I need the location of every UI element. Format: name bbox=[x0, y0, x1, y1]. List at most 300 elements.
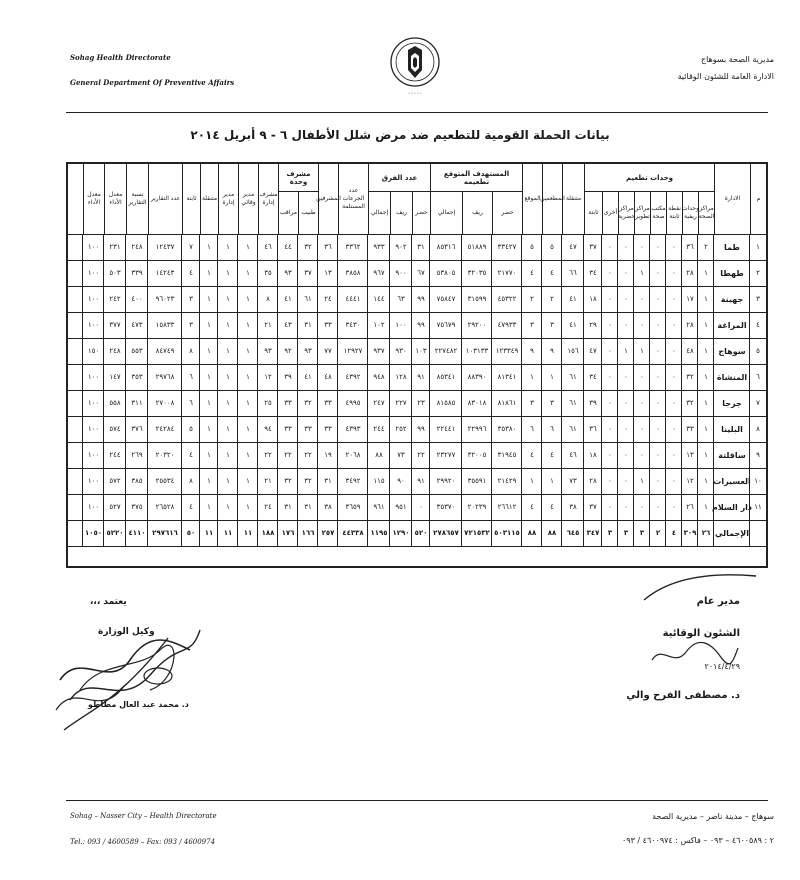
table-cell-supervisors: ٣٨ bbox=[324, 503, 332, 511]
col-sub-super-1: مراقب bbox=[278, 192, 298, 234]
signature-right-dept: الشئون الوقائية bbox=[662, 628, 740, 639]
table-cell-reports: ٢٥٥٣٤ bbox=[155, 477, 175, 485]
table-cell-area: ١٨٨ bbox=[261, 529, 275, 537]
table-cell-super: ٣١ bbox=[304, 321, 312, 329]
table-cell-teams: ٨٨ bbox=[375, 451, 383, 459]
table-cell-super: ٢٢ bbox=[304, 451, 312, 459]
table-cell-super: ٣٣ bbox=[284, 425, 292, 433]
table-cell-fixed: ٣ bbox=[189, 295, 193, 303]
table-cell-vaccinators: ٣ bbox=[550, 399, 554, 407]
table-cell-admin-sup: ١ bbox=[226, 425, 230, 433]
table-cell-mobile2: ١١ bbox=[204, 529, 214, 537]
table-cell-unit: ٠ bbox=[640, 451, 644, 459]
table-cell-admin-sup: ١ bbox=[226, 243, 230, 251]
footer-en-line2: Tel.: 093 / 4600589 – Fax: 093 / 4600974 bbox=[70, 838, 216, 846]
table-cell-unit: ٠ bbox=[656, 425, 660, 433]
col-header-doses: عدد الجرعات المستلمة bbox=[338, 164, 368, 234]
table-cell-unit: ٠ bbox=[656, 451, 660, 459]
col-sub-units-4: مراكز تطوير bbox=[634, 192, 650, 234]
table-cell-idx: ٧ bbox=[756, 399, 760, 407]
table-cell-pct: ٣٥٣ bbox=[131, 373, 143, 381]
table-cell-unit: ٣ bbox=[639, 529, 645, 537]
table-cell-unit: ٠ bbox=[672, 373, 676, 381]
table-cell-teams: ٢٤٤ bbox=[373, 425, 385, 433]
table-cell-last: ١٠٠ bbox=[87, 295, 100, 303]
table-cell-posts: ٤ bbox=[530, 451, 534, 459]
table-cell-prev: ١ bbox=[246, 451, 250, 459]
table-cell-reports: ٢٩٧٦٨ bbox=[155, 373, 175, 381]
table-cell-area: ٩٣ bbox=[264, 347, 272, 355]
table-cell-admin: العسيرات bbox=[713, 476, 751, 486]
page-title: بيانات الحملة القومية للتطعيم ضد مرض شلل الأطفال ٦ - ٩ أبريل ٢٠١٤ bbox=[190, 128, 610, 142]
table-cell-pct: ٤١١٠ bbox=[128, 529, 146, 537]
col-header-mobile2: متنقلة bbox=[200, 164, 218, 234]
signature-left-role: وكيل الوزارة bbox=[98, 627, 155, 637]
table-cell-target: ٣٢٠٠٥ bbox=[467, 451, 487, 459]
table-cell-doses: ٣٣٦٢ bbox=[345, 243, 361, 251]
table-cell-area: ٢٢ bbox=[264, 451, 272, 459]
table-cell-vaccinators: ٤ bbox=[550, 451, 554, 459]
table-cell-unit: ١ bbox=[704, 477, 708, 485]
table-cell-admin-sup: ١ bbox=[226, 321, 230, 329]
table-cell-unit: ٠ bbox=[624, 399, 628, 407]
table-cell-unit: ٢٩ bbox=[589, 321, 597, 329]
table-cell-unit: ٠ bbox=[672, 321, 676, 329]
table-cell-super: ٣٣ bbox=[284, 399, 292, 407]
table-cell-teams: ٩٣٣ bbox=[373, 243, 385, 251]
table-cell-prev: ١ bbox=[246, 373, 250, 381]
table-cell-unit: ٢٦ bbox=[701, 529, 711, 537]
header-ar-line2: الادارة العامة للشئون الوقائية bbox=[677, 72, 774, 81]
table-cell-posts: ٩ bbox=[530, 347, 534, 355]
table-cell-super: ١٦٦ bbox=[301, 529, 315, 537]
table-cell-reports: ١٤٢٤٣ bbox=[155, 269, 175, 277]
table-cell-unit: ٠ bbox=[608, 477, 612, 485]
table-cell-unit: ٠ bbox=[608, 321, 612, 329]
table-cell-unit: ٠ bbox=[608, 503, 612, 511]
table-cell-unit: ٠ bbox=[656, 269, 660, 277]
table-cell-target: ٤٧٩٣٣ bbox=[497, 321, 517, 329]
table-cell-mobile2: ١ bbox=[207, 243, 211, 251]
table-cell-unit: ١ bbox=[624, 347, 628, 355]
table-cell-admin-sup: ١١ bbox=[223, 529, 233, 537]
table-cell-unit: ٠ bbox=[624, 295, 628, 303]
table-cell-super: ٤١ bbox=[284, 295, 292, 303]
col-sub-units-7: ثابتة bbox=[584, 192, 602, 234]
table-cell-vaccinators: ٥ bbox=[550, 243, 554, 251]
table-cell-target: ٥١٨٨٩ bbox=[467, 243, 487, 251]
table-cell-vaccinators: ٤ bbox=[550, 269, 554, 277]
table-cell-target: ٢٠٢٣٩ bbox=[467, 503, 487, 511]
table-cell-teams: ٩١ bbox=[417, 373, 425, 381]
table-cell-teams: ٢٢٧ bbox=[395, 399, 407, 407]
col-sub-teams-2: إجمالي bbox=[368, 192, 390, 234]
table-cell-area: ٢١ bbox=[264, 477, 272, 485]
table-cell-prev: ١ bbox=[246, 321, 250, 329]
table-cell-rate: ٥٧٤ bbox=[109, 425, 121, 433]
table-cell-unit: ١ bbox=[640, 347, 644, 355]
table-cell-last: ١٠٠ bbox=[87, 399, 100, 407]
table-cell-super: ٦١ bbox=[304, 295, 312, 303]
col-sub-units-5: مراكز حضرية bbox=[618, 192, 634, 234]
table-cell-idx: ٢ bbox=[756, 269, 760, 277]
table-cell-fixed: ٧ bbox=[189, 243, 193, 251]
table-cell-unit: ٠ bbox=[672, 243, 676, 251]
table-cell-super: ٤١ bbox=[304, 373, 312, 381]
col-header-mobile: متنقلة bbox=[562, 164, 584, 234]
table-cell-pct: ٣٧٥ bbox=[131, 503, 143, 511]
table-cell-teams: ٩١ bbox=[417, 477, 425, 485]
col-sub-target-1: ريف bbox=[462, 192, 492, 234]
table-cell-teams: ٩٣٧ bbox=[373, 347, 385, 355]
table-cell-teams: ٥٢٠ bbox=[414, 529, 428, 537]
table-cell-pct: ٤٠٠ bbox=[131, 295, 143, 303]
table-cell-doses: ٤٩٩٥ bbox=[345, 399, 361, 407]
table-cell-target: ٣١٥٩٩ bbox=[467, 295, 487, 303]
table-cell-target: ١٠٣١٣٣ bbox=[465, 347, 489, 355]
table-cell-fixed: ٨ bbox=[189, 347, 193, 355]
table-cell-mobile: ٧٣ bbox=[569, 477, 577, 485]
table-cell-admin-sup: ١ bbox=[226, 347, 230, 355]
table-cell-unit: ٠ bbox=[640, 321, 644, 329]
table-cell-unit: ٠ bbox=[672, 269, 676, 277]
table-cell-teams: ٩٩ bbox=[417, 321, 425, 329]
signature-right-title: مدير عام bbox=[696, 596, 740, 607]
table-cell-teams: ١١٥ bbox=[373, 477, 385, 485]
table-cell-mobile: ٤٧ bbox=[569, 243, 577, 251]
table-cell-idx: ٥ bbox=[756, 347, 760, 355]
table-cell-unit: ٤٨ bbox=[686, 347, 694, 355]
table-cell-unit: ٢٨ bbox=[589, 477, 597, 485]
table-cell-unit: ٠ bbox=[608, 373, 612, 381]
table-cell-unit: ١ bbox=[704, 451, 708, 459]
table-cell-target: ٨٨٣٩٠ bbox=[467, 373, 487, 381]
table-cell-target: ٨٣٠١٨ bbox=[467, 399, 487, 407]
table-cell-prev: ١ bbox=[246, 347, 250, 355]
table-cell-mobile: ٦٦ bbox=[569, 269, 577, 277]
col-group-teams: عدد الفرق bbox=[368, 164, 430, 192]
table-cell-teams: ٩٠ bbox=[397, 477, 405, 485]
table-cell-unit: ٣ bbox=[607, 529, 613, 537]
table-cell-admin: جرجا bbox=[722, 398, 742, 408]
table-cell-pct: ٢٤٨ bbox=[131, 243, 143, 251]
table-cell-super: ٣٢ bbox=[284, 477, 292, 485]
col-header-admin-sup: مدير إدارة bbox=[218, 164, 238, 234]
table-cell-unit: ١ bbox=[704, 321, 708, 329]
col-group-target: المستهدف المتوقع تطعيمه bbox=[430, 164, 522, 192]
table-cell-reports: ٢٠٣٢٠ bbox=[155, 451, 175, 459]
table-cell-super: ٣١ bbox=[304, 503, 312, 511]
ministry-emblem-icon bbox=[388, 28, 442, 100]
col-sub-units-2: نقطة ثابتة bbox=[666, 192, 682, 234]
table-cell-admin: جهينة bbox=[720, 294, 744, 304]
col-sub-target-0: حضر bbox=[492, 192, 522, 234]
table-cell-prev: ١ bbox=[246, 243, 250, 251]
table-cell-supervisors: ٣٦ bbox=[324, 243, 332, 251]
table-cell-super: ٣٢ bbox=[304, 477, 312, 485]
col-sub-target-2: إجمالي bbox=[430, 192, 462, 234]
table-cell-unit: ٠ bbox=[656, 347, 660, 355]
header-en-line1: Sohag Health Directorate bbox=[70, 53, 171, 62]
table-cell-idx: ٦ bbox=[756, 373, 760, 381]
table-cell-rate: ٢٤٨ bbox=[109, 347, 121, 355]
col-header-reports: عدد التقارير bbox=[148, 164, 182, 234]
table-cell-last: ١٠٥٠ bbox=[84, 529, 103, 537]
table-cell-vaccinators: ٢ bbox=[550, 295, 554, 303]
table-cell-rate: ١٤٧ bbox=[109, 373, 121, 381]
table-cell-area: ٤٦ bbox=[264, 243, 272, 251]
table-cell-unit: ١ bbox=[704, 269, 708, 277]
table-cell-unit: ٠ bbox=[656, 243, 660, 251]
footer-rule bbox=[66, 800, 768, 801]
table-cell-reports: ٢٧٠٠٨ bbox=[155, 399, 175, 407]
col-sub-teams-0: حضر bbox=[412, 192, 430, 234]
table-cell-last: ١٠٠ bbox=[87, 477, 100, 485]
table-cell-admin: سوهاج bbox=[718, 346, 746, 356]
table-cell-doses: ٤٤٤١ bbox=[345, 295, 361, 303]
table-cell-unit: ٠ bbox=[624, 477, 628, 485]
table-cell-unit: ٣٩ bbox=[589, 399, 597, 407]
table-cell-target: ٨١٥٨٥ bbox=[436, 399, 456, 407]
table-cell-idx: ١٠ bbox=[754, 477, 762, 485]
header-en-line2: General Department Of Preventive Affairs bbox=[70, 78, 235, 87]
table-cell-admin-sup: ١ bbox=[226, 451, 230, 459]
table-cell-doses: ٣٨٥٨ bbox=[345, 269, 361, 277]
table-cell-vaccinators: ٦ bbox=[550, 425, 554, 433]
table-cell-reports: ٨٤٧٤٩ bbox=[155, 347, 175, 355]
table-cell-area: ١٢ bbox=[264, 373, 272, 381]
table-cell-mobile2: ١ bbox=[207, 373, 211, 381]
table-cell-teams: ٢٣ bbox=[417, 399, 425, 407]
table-cell-fixed: ٣ bbox=[189, 321, 193, 329]
table-cell-teams: ١٤٤ bbox=[373, 295, 385, 303]
footer-en-line1: Sohag – Nasser City – Health Directorate bbox=[70, 812, 217, 820]
table-cell-unit: ٠ bbox=[640, 243, 644, 251]
table-cell-last: ١٠٠ bbox=[87, 373, 100, 381]
table-cell-posts: ١ bbox=[530, 373, 534, 381]
table-cell-unit: ٤٧ bbox=[589, 347, 597, 355]
table-cell-target: ٣٣٤٢٧ bbox=[497, 243, 517, 251]
table-cell-idx: ٤ bbox=[756, 321, 760, 329]
table-cell-teams: ٩٦١ bbox=[373, 503, 385, 511]
table-cell-mobile: ١٥٦ bbox=[567, 347, 579, 355]
table-cell-super: ٩٣ bbox=[304, 347, 312, 355]
table-cell-teams: ٢٤٧ bbox=[373, 399, 385, 407]
col-header-prev: مدير وقائي bbox=[238, 164, 258, 234]
table-cell-mobile: ٦١ bbox=[569, 373, 577, 381]
table-cell-admin: دار السلام bbox=[711, 502, 753, 512]
table-cell-prev: ١ bbox=[246, 425, 250, 433]
table-cell-super: ٣٩ bbox=[284, 373, 292, 381]
table-cell-supervisors: ١٩ bbox=[324, 451, 332, 459]
signature-right-name: د. مصطفى الفرح والي bbox=[626, 690, 740, 701]
table-cell-target: ٣٥٣٧٠ bbox=[436, 503, 456, 511]
table-cell-unit: ٣٢ bbox=[686, 399, 694, 407]
table-cell-super: ٣٢ bbox=[304, 399, 312, 407]
table-cell-teams: ١٢٨ bbox=[395, 373, 407, 381]
svg-text:◦◦◦◦◦: ◦◦◦◦◦ bbox=[407, 91, 423, 97]
table-cell-last: ١٥٠ bbox=[87, 347, 100, 355]
table-cell-target: ٨٥٣١٦ bbox=[436, 243, 456, 251]
table-cell-teams: ٩٤٨ bbox=[373, 373, 385, 381]
table-cell-last: ١٠٠ bbox=[87, 425, 100, 433]
table-cell-unit: ٠ bbox=[624, 425, 628, 433]
table-cell-unit: ٤ bbox=[671, 529, 677, 537]
table-cell-idx: ١ bbox=[756, 243, 760, 251]
table-cell-fixed: ٦ bbox=[189, 399, 193, 407]
table-cell-supervisors: ٧٧ bbox=[324, 347, 332, 355]
table-cell-posts: ٥ bbox=[530, 243, 534, 251]
table-cell-admin-sup: ١ bbox=[226, 477, 230, 485]
table-cell-reports: ٩٦٠٢٣ bbox=[155, 295, 175, 303]
table-cell-target: ٧٢١٥٣٢ bbox=[464, 529, 490, 537]
col-sub-units-0: مراكز الصحة bbox=[698, 192, 714, 234]
table-cell-last: ١٠٠ bbox=[87, 321, 100, 329]
table-cell-prev: ١ bbox=[246, 269, 250, 277]
table-cell-target: ٢٢٤٤١ bbox=[436, 425, 456, 433]
col-sub-teams-1: ريف bbox=[390, 192, 412, 234]
table-cell-prev: ١ bbox=[246, 477, 250, 485]
table-cell-last: ١٠٠ bbox=[87, 243, 100, 251]
table-cell-unit: ٠ bbox=[672, 503, 676, 511]
table-cell-area: ٨ bbox=[266, 295, 270, 303]
col-header-pct: نسبة التقارير bbox=[126, 164, 148, 234]
table-cell-idx: ٨ bbox=[756, 425, 760, 433]
table-hline bbox=[68, 546, 766, 547]
table-cell-pct: ٣٨٥ bbox=[131, 477, 143, 485]
table-cell-idx: ١١ bbox=[754, 503, 762, 511]
table-cell-unit: ٣٦ bbox=[589, 425, 597, 433]
col-header-fixed: ثابتة bbox=[182, 164, 200, 234]
table-cell-idx: ٩ bbox=[756, 451, 760, 459]
table-cell-fixed: ٦ bbox=[189, 373, 193, 381]
table-cell-unit: ١ bbox=[704, 399, 708, 407]
table-cell-unit: ٠ bbox=[624, 373, 628, 381]
table-cell-unit: ٠ bbox=[624, 243, 628, 251]
table-cell-vaccinators: ٩ bbox=[550, 347, 554, 355]
table-cell-vaccinators: ٣ bbox=[550, 321, 554, 329]
table-cell-doses: ١٢٩٢٧ bbox=[343, 347, 363, 355]
table-cell-posts: ١ bbox=[530, 477, 534, 485]
table-cell-target: ١٢٣٣٤٩ bbox=[495, 347, 519, 355]
table-cell-unit: ٣٧ bbox=[589, 243, 597, 251]
table-cell-mobile2: ١ bbox=[207, 451, 211, 459]
col-header-idx: م bbox=[750, 164, 766, 234]
table-cell-teams: ١٠٠ bbox=[395, 321, 407, 329]
table-cell-unit: ٣٣ bbox=[686, 425, 694, 433]
table-cell-rate: ٣٧٧ bbox=[109, 321, 121, 329]
table-cell-unit: ٠ bbox=[672, 425, 676, 433]
table-cell-teams: ٩٠٢ bbox=[395, 243, 407, 251]
table-cell-unit: ٢ bbox=[655, 529, 661, 537]
table-cell-unit: ٣٧ bbox=[589, 503, 597, 511]
table-cell-super: ٤٤ bbox=[284, 243, 292, 251]
table-cell-fixed: ٤ bbox=[189, 451, 193, 459]
table-cell-doses: ٢٠٦٨ bbox=[345, 451, 361, 459]
table-cell-unit: ٠ bbox=[624, 321, 628, 329]
signature-right-date: ٢٠١٤/٤/٢٩ bbox=[704, 662, 740, 671]
table-cell-unit: ٠ bbox=[608, 295, 612, 303]
col-header-rate: معدل الأداء bbox=[104, 164, 126, 234]
table-cell-unit: ٠ bbox=[608, 451, 612, 459]
table-cell-super: ٢٢ bbox=[284, 451, 292, 459]
col-header-vaccinators: المطعمين bbox=[542, 164, 562, 234]
table-cell-doses: ٣٤٩٢ bbox=[345, 477, 361, 485]
col-header-area: مشرف إدارة bbox=[258, 164, 278, 234]
table-cell-area: ٢١ bbox=[264, 321, 272, 329]
table-cell-supervisors: ٣١ bbox=[324, 477, 332, 485]
table-cell-teams: ١٠٢ bbox=[373, 321, 385, 329]
table-cell-unit: ٠ bbox=[656, 321, 660, 329]
table-cell-reports: ٢٩٧٦١٦ bbox=[152, 529, 178, 537]
table-cell-unit: ٠ bbox=[656, 503, 660, 511]
table-cell-rate: ٥٠٣ bbox=[109, 269, 121, 277]
table-cell-unit: ٣٤ bbox=[589, 269, 597, 277]
table-cell-target: ٢٧٨٦٥٧ bbox=[433, 529, 459, 537]
table-cell-unit: ٠ bbox=[640, 503, 644, 511]
data-table bbox=[66, 162, 768, 568]
table-cell-mobile2: ١ bbox=[207, 399, 211, 407]
table-cell-supervisors: ٢٥٧ bbox=[321, 529, 335, 537]
table-cell-target: ٢٩٢٠٠ bbox=[467, 321, 487, 329]
table-cell-target: ٣٢٠٣٥ bbox=[467, 269, 487, 277]
table-cell-prev: ١ bbox=[246, 295, 250, 303]
table-cell-super: ٣١ bbox=[284, 503, 292, 511]
table-cell-target: ٢٣٢٧٧ bbox=[436, 451, 456, 459]
table-cell-posts: ٨٨ bbox=[527, 529, 537, 537]
table-cell-unit: ٠ bbox=[672, 477, 676, 485]
table-cell-unit: ٢٦ bbox=[686, 503, 694, 511]
table-cell-teams: ٢٥٢ bbox=[395, 425, 407, 433]
table-cell-fixed: ٤ bbox=[189, 269, 193, 277]
table-cell-unit: ٢٨ bbox=[686, 269, 694, 277]
table-cell-teams: ٩٣٠ bbox=[395, 347, 407, 355]
table-cell-posts: ٣ bbox=[530, 321, 534, 329]
table-cell-target: ٧٥٨٤٧ bbox=[436, 295, 456, 303]
table-cell-target: ٢٦٦١٢ bbox=[497, 503, 517, 511]
table-cell-idx: ٣ bbox=[756, 295, 760, 303]
table-cell-doses: ٤٤٣٣٨ bbox=[342, 529, 364, 537]
table-cell-rate: ٥٢٢٠ bbox=[106, 529, 124, 537]
table-cell-posts: ٦ bbox=[530, 425, 534, 433]
table-cell-admin-sup: ١ bbox=[226, 269, 230, 277]
table-cell-target: ٤٥٣٢٢ bbox=[497, 295, 517, 303]
table-cell-teams: ٦٣ bbox=[397, 295, 405, 303]
table-cell-supervisors: ٤٨ bbox=[324, 373, 332, 381]
table-cell-admin: الإجمالي bbox=[715, 528, 749, 538]
table-cell-posts: ٣ bbox=[530, 399, 534, 407]
table-cell-target: ٨١٣٤١ bbox=[497, 373, 517, 381]
table-cell-last: ١٠٠ bbox=[87, 269, 100, 277]
table-cell-teams: ٩٩ bbox=[417, 295, 425, 303]
table-cell-target: ٢٩٩٢٠ bbox=[436, 477, 456, 485]
table-cell-fixed: ٤ bbox=[189, 503, 193, 511]
table-cell-unit: ٠ bbox=[608, 347, 612, 355]
table-cell-pct: ٢٦٩ bbox=[131, 451, 143, 459]
table-cell-last: ١٠٠ bbox=[87, 503, 100, 511]
table-cell-unit: ٠ bbox=[640, 295, 644, 303]
table-cell-unit: ٠ bbox=[672, 399, 676, 407]
col-header-last: معدل الأداء bbox=[83, 164, 104, 234]
table-cell-unit: ١٨ bbox=[589, 451, 597, 459]
table-cell-unit: ٠ bbox=[624, 451, 628, 459]
table-cell-unit: ٠ bbox=[608, 425, 612, 433]
table-cell-unit: ٣٢ bbox=[686, 373, 694, 381]
handwritten-signature-icon bbox=[50, 620, 210, 740]
table-cell-posts: ٢ bbox=[530, 295, 534, 303]
table-cell-doses: ٣٤٣٠ bbox=[345, 321, 361, 329]
table-cell-admin: البلينا bbox=[721, 424, 743, 434]
